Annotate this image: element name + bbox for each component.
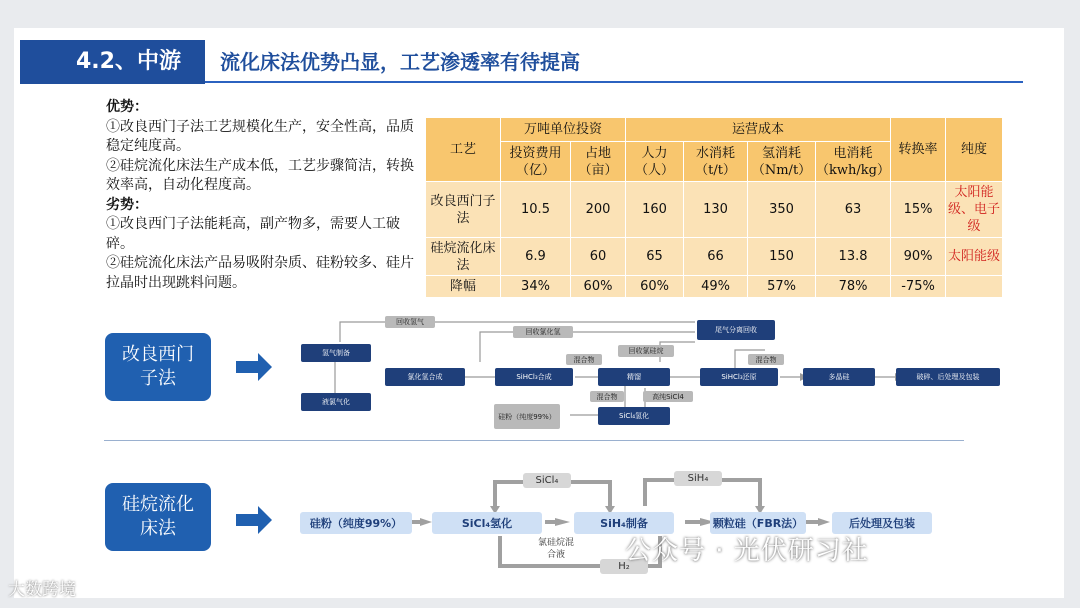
th-sub: 占地（亩） bbox=[571, 142, 626, 182]
cell: 200 bbox=[571, 182, 626, 238]
th-sub: 电消耗（kwh/kg） bbox=[816, 142, 891, 182]
cell: 49% bbox=[684, 276, 748, 298]
cell: 90% bbox=[891, 238, 946, 276]
disadvantage-1: ①改良西门子法能耗高，副产物多，需要人工破碎。 bbox=[106, 216, 400, 252]
node-si-powder: 硅粉（纯度99%） bbox=[300, 512, 412, 534]
label-sicl4: SiCl₄ bbox=[523, 473, 571, 488]
method-fbr: 硅烷流化床法 bbox=[105, 483, 211, 551]
cell: 34% bbox=[501, 276, 571, 298]
cell: 130 bbox=[684, 182, 748, 238]
cell: 10.5 bbox=[501, 182, 571, 238]
row-name: 改良西门子法 bbox=[426, 182, 501, 238]
title-underline bbox=[205, 81, 1023, 83]
node-cl2: 液氯气化 bbox=[301, 393, 371, 411]
node-crush: 破碎、后处理及包装 bbox=[896, 368, 1000, 386]
purity-cell: 太阳能级、电子级 bbox=[946, 182, 1003, 238]
th-purity: 纯度 bbox=[946, 118, 1003, 182]
cell: 60 bbox=[571, 238, 626, 276]
disadvantages-heading: 劣势： bbox=[106, 196, 148, 213]
node-hcl: 氯化氢合成 bbox=[385, 368, 465, 386]
label-rec-sihcl: 回收氯硅烷 bbox=[618, 345, 674, 357]
node-post: 后处理及包装 bbox=[832, 512, 932, 534]
label-rec-h2: 回收氢气 bbox=[385, 316, 435, 328]
th-opcost: 运营成本 bbox=[626, 118, 891, 142]
arrow-right-icon bbox=[236, 353, 274, 381]
page-title: 流化床法优势凸显，工艺渗透率有待提高 bbox=[220, 50, 580, 74]
label-mix: 混合物 bbox=[748, 354, 784, 365]
th-sub: 氢消耗（Nm/t） bbox=[748, 142, 816, 182]
label-h2: H₂ bbox=[600, 559, 648, 574]
cell: 63 bbox=[816, 182, 891, 238]
node-sicl4-hydro: SiCl₄氢化 bbox=[432, 512, 542, 534]
node-reduce: SiHCl₃还原 bbox=[700, 368, 778, 386]
advantages-heading: 优势： bbox=[106, 99, 148, 115]
purity-cell: 太阳能级 bbox=[946, 238, 1003, 276]
node-tail: 尾气分离回收 bbox=[697, 320, 775, 340]
th-sub: 人力（人） bbox=[626, 142, 684, 182]
cell: 13.8 bbox=[816, 238, 891, 276]
advantage-1: ①改良西门子法工艺规模化生产，安全性高，品质稳定纯度高。 bbox=[106, 118, 414, 154]
node-sihcl3: SiHCl₃合成 bbox=[495, 368, 573, 386]
label-mix: 混合物 bbox=[590, 391, 624, 402]
cell: 160 bbox=[626, 182, 684, 238]
label-hp-sicl4: 高纯SiCl4 bbox=[643, 391, 693, 402]
method-siemens: 改良西门子法 bbox=[105, 333, 211, 401]
node-poly: 多晶硅 bbox=[803, 368, 875, 386]
arrow-right-icon bbox=[236, 506, 274, 534]
pros-cons-text bbox=[106, 98, 426, 293]
cell: -75% bbox=[891, 276, 946, 298]
section-divider bbox=[104, 440, 964, 441]
node-si: 硅粉（纯度99%） bbox=[494, 404, 560, 429]
th-invest: 万吨单位投资 bbox=[501, 118, 626, 142]
cell: 350 bbox=[748, 182, 816, 238]
cell: 15% bbox=[891, 182, 946, 238]
cell: 65 bbox=[626, 238, 684, 276]
th-conversion: 转换率 bbox=[891, 118, 946, 182]
label-rec-hcl: 回收氯化氢 bbox=[513, 326, 573, 338]
label-sih4: SiH₄ bbox=[674, 471, 722, 486]
purity-cell bbox=[946, 276, 1003, 298]
label-mixed-liquid: 氯硅烷混合液 bbox=[538, 538, 575, 560]
node-sicl4h: SiCl₄氢化 bbox=[598, 407, 670, 425]
th-sub: 水消耗（t/t） bbox=[684, 142, 748, 182]
cell: 150 bbox=[748, 238, 816, 276]
label-mix: 混合物 bbox=[566, 354, 602, 365]
node-h2: 氢气制备 bbox=[301, 344, 371, 362]
disadvantage-2: ②硅烷流化床法产品易吸附杂质、硅粉较多、硅片拉晶时出现跳料问题。 bbox=[106, 255, 414, 291]
row-name: 降幅 bbox=[426, 276, 501, 298]
corner-logo-text: 大数跨境 bbox=[8, 580, 76, 600]
section-header: 4.2、中游 bbox=[20, 40, 205, 84]
node-sih4: SiH₄制备 bbox=[574, 512, 674, 534]
cell: 60% bbox=[626, 276, 684, 298]
row-name: 硅烷流化床法 bbox=[426, 238, 501, 276]
cell: 57% bbox=[748, 276, 816, 298]
cell: 78% bbox=[816, 276, 891, 298]
node-fbr: 颗粒硅（FBR法） bbox=[710, 512, 806, 534]
advantage-2: ②硅烷流化床法生产成本低，工艺步骤简洁，转换效率高，自动化程度高。 bbox=[106, 157, 414, 193]
th-process: 工艺 bbox=[426, 118, 501, 182]
node-refine: 精馏 bbox=[598, 368, 670, 386]
comparison-table bbox=[425, 117, 1003, 298]
cell: 60% bbox=[571, 276, 626, 298]
th-sub: 投资费用（亿） bbox=[501, 142, 571, 182]
watermark: 公众号 · 光伏研习社 bbox=[625, 536, 869, 566]
cell: 66 bbox=[684, 238, 748, 276]
cell: 6.9 bbox=[501, 238, 571, 276]
